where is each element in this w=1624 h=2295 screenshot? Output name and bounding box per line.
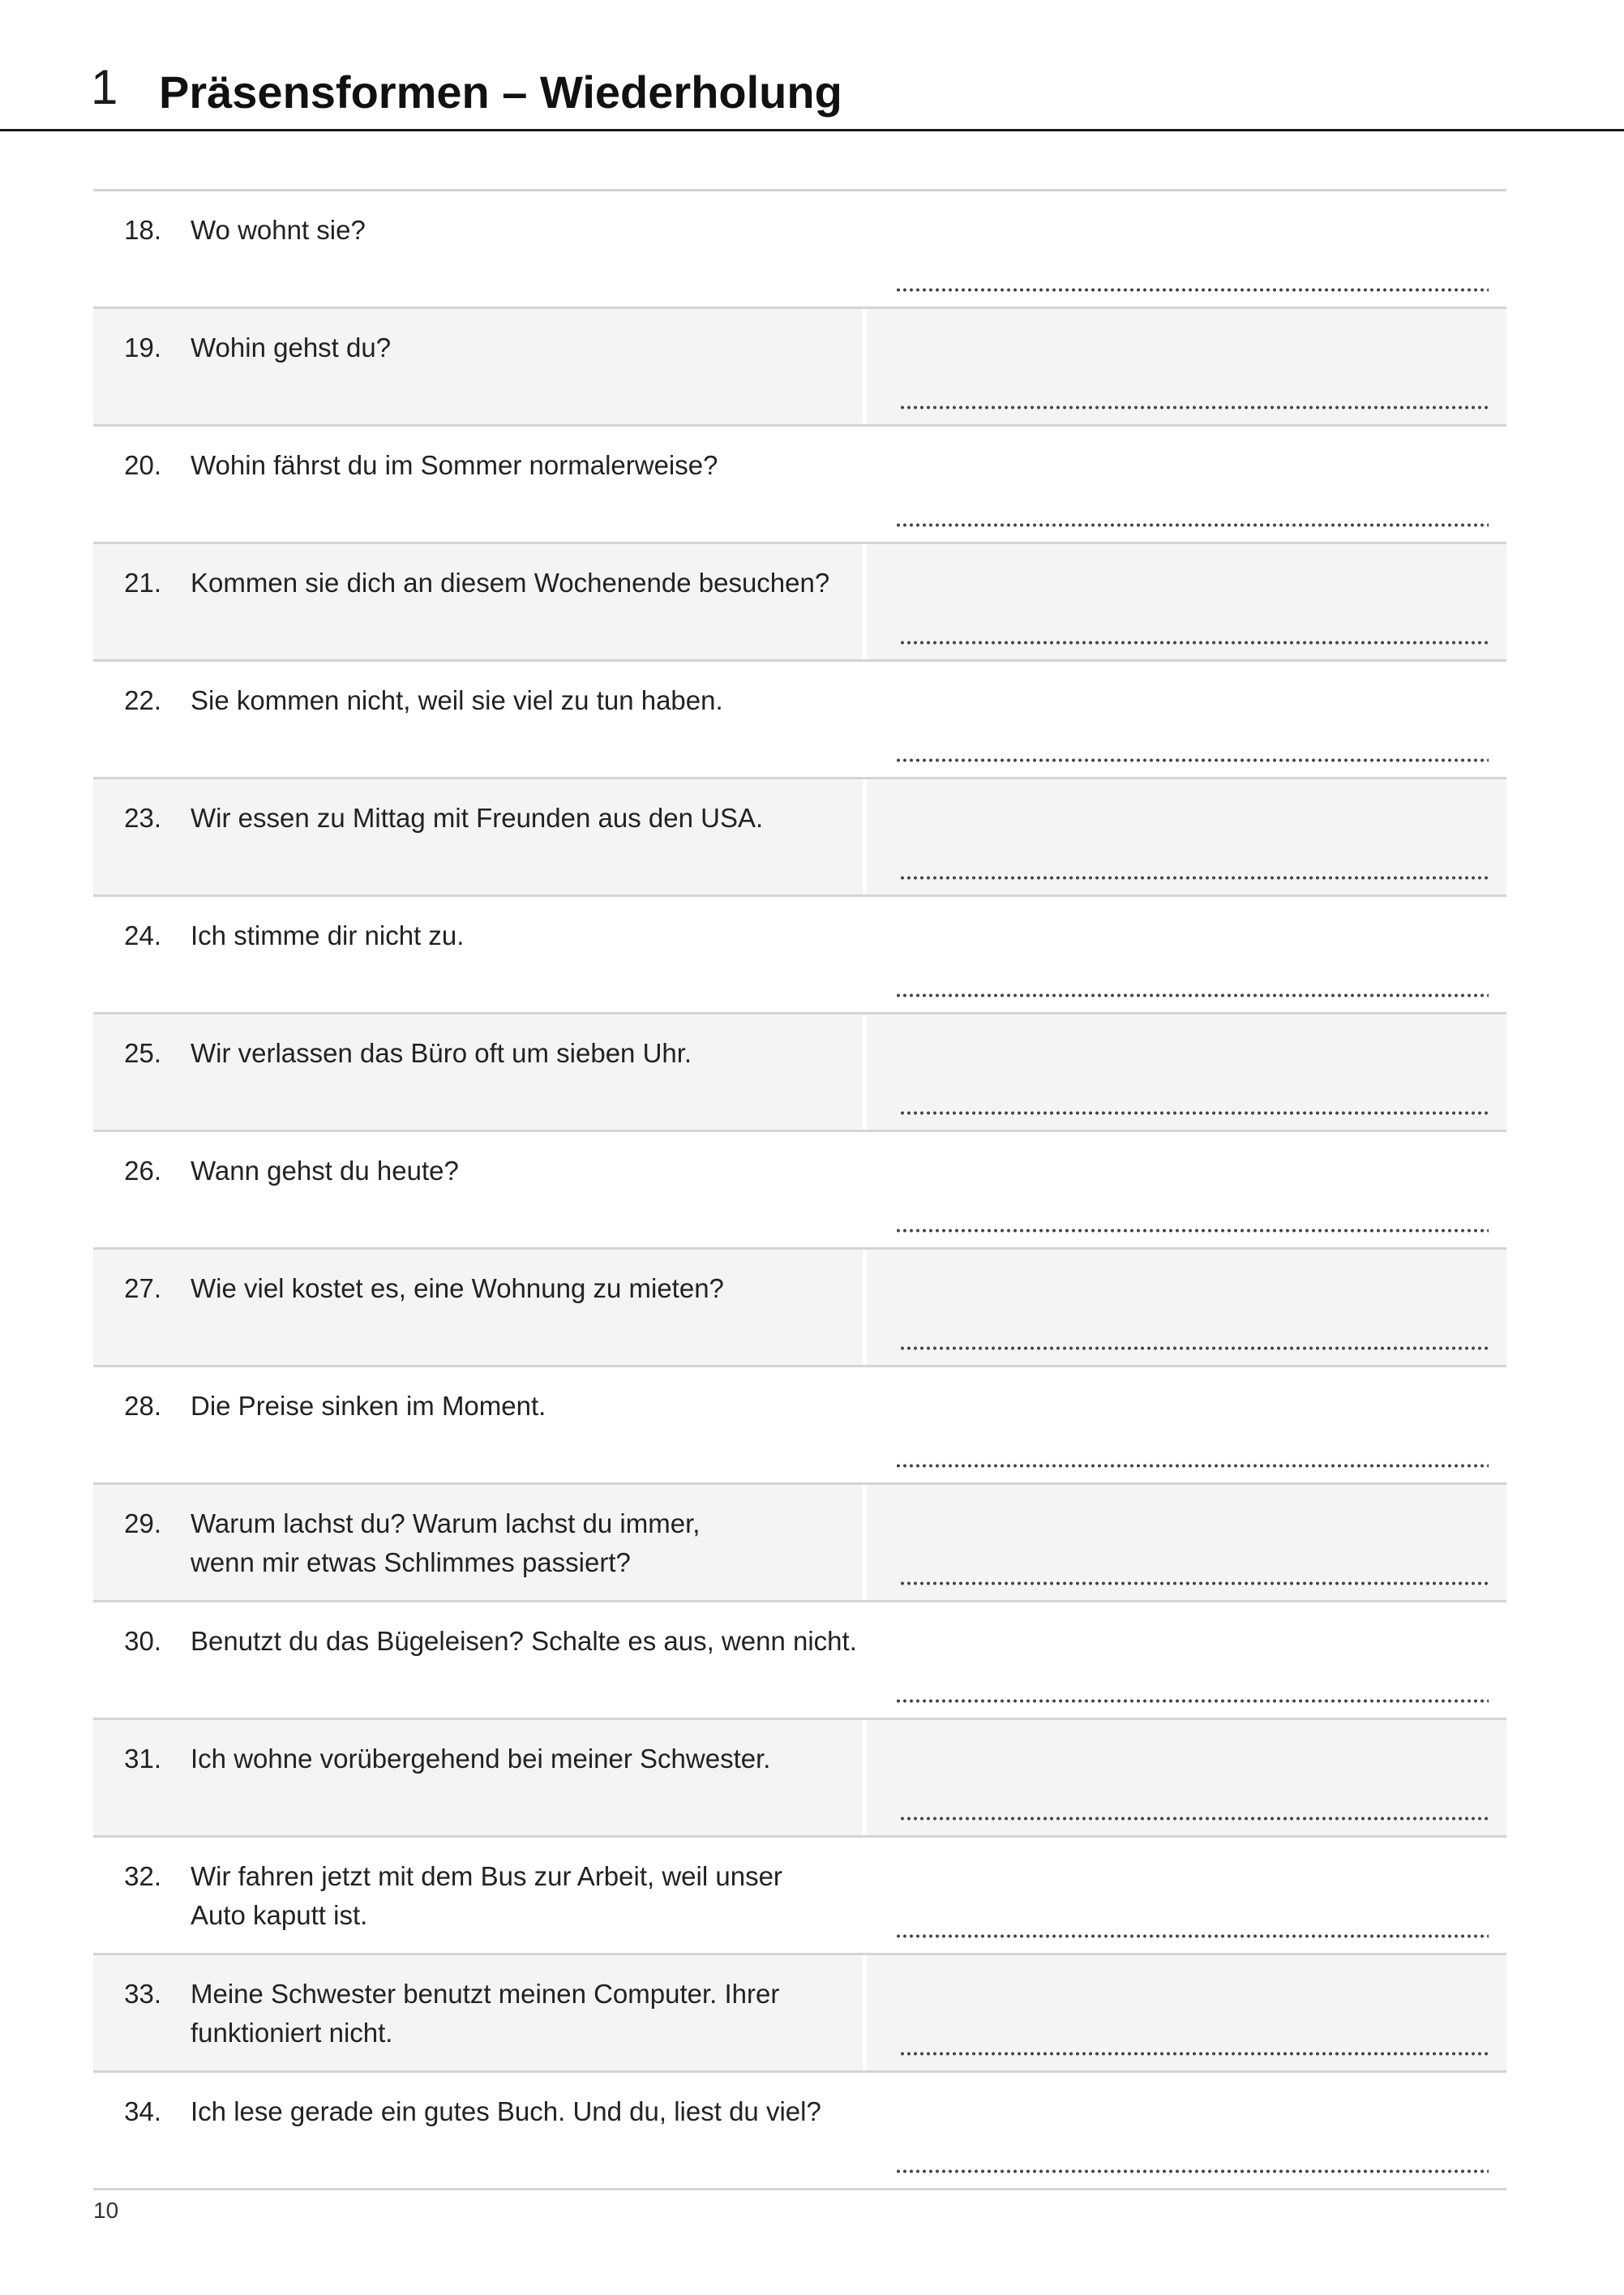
exercise-row <box>93 544 1506 662</box>
exercise-row <box>93 1485 1506 1602</box>
answer-cell[interactable] <box>863 1838 1506 1953</box>
item-sentence: Warum lachst du? Warum lachst du immer, wenn mir etwas Schlimmes passiert? <box>191 1508 701 1577</box>
exercise-row <box>93 1838 1506 1955</box>
item-sentence: Sie kommen nicht, weil sie viel zu tun haben. <box>191 685 723 715</box>
page-title: Präsensformen – Wiederholung <box>159 66 842 118</box>
answer-dotted-line[interactable] <box>895 1464 1489 1468</box>
item-sentence: Ich lese gerade ein gutes Buch. Und du, liest du viel? <box>191 2096 821 2126</box>
exercise-row <box>93 2073 1506 2190</box>
exercise-row <box>93 1955 1506 2073</box>
item-number: 28. <box>124 1391 161 1421</box>
exercise-row <box>93 662 1506 779</box>
exercise-row <box>93 779 1506 897</box>
answer-cell[interactable] <box>863 2073 1506 2188</box>
item-number: 30. <box>124 1626 161 1656</box>
item-number: 18. <box>124 215 161 245</box>
answer-cell[interactable] <box>863 1015 1506 1130</box>
exercise-list <box>93 189 1506 2190</box>
exercise-row <box>93 1367 1506 1485</box>
item-number: 26. <box>124 1156 161 1186</box>
answer-dotted-line[interactable] <box>895 1699 1489 1703</box>
item-sentence: Benutzt du das Bügeleisen? Schalte es aus, wenn nicht. <box>191 1626 857 1656</box>
item-sentence: Die Preise sinken im Moment. <box>191 1391 546 1421</box>
item-sentence: Kommen sie dich an diesem Wochenende besuchen? <box>191 568 830 598</box>
item-sentence: Meine Schwester benutzt meinen Computer. Ihrer funktioniert nicht. <box>191 1979 780 2048</box>
page-header <box>0 0 1624 131</box>
answer-cell[interactable] <box>863 1955 1506 2070</box>
exercise-row <box>93 1250 1506 1367</box>
answer-cell[interactable] <box>863 1720 1506 1835</box>
answer-dotted-line[interactable] <box>895 993 1489 997</box>
answer-dotted-line[interactable] <box>899 641 1489 645</box>
item-number: 20. <box>124 450 161 480</box>
answer-dotted-line[interactable] <box>895 288 1489 292</box>
answer-cell[interactable] <box>863 897 1506 1012</box>
answer-dotted-line[interactable] <box>895 758 1489 762</box>
item-sentence: Wohin gehst du? <box>191 332 392 362</box>
answer-dotted-line[interactable] <box>899 1346 1489 1350</box>
item-number: 22. <box>124 685 161 715</box>
answer-dotted-line[interactable] <box>895 1934 1489 1938</box>
item-sentence: Ich wohne vorübergehend bei meiner Schwester. <box>191 1744 771 1774</box>
item-sentence: Ich stimme dir nicht zu. <box>191 920 465 950</box>
item-sentence: Wir fahren jetzt mit dem Bus zur Arbeit, weil unser Auto kaputt ist. <box>191 1861 782 1930</box>
answer-dotted-line[interactable] <box>899 876 1489 880</box>
answer-cell[interactable] <box>863 1132 1506 1247</box>
answer-cell[interactable] <box>863 544 1506 659</box>
chapter-number: 1 <box>91 60 118 114</box>
answer-cell[interactable] <box>863 427 1506 542</box>
answer-cell[interactable] <box>863 1367 1506 1482</box>
item-sentence: Wohin fährst du im Sommer normalerweise? <box>191 450 718 480</box>
answer-cell[interactable] <box>863 191 1506 307</box>
answer-cell[interactable] <box>863 1485 1506 1600</box>
exercise-row <box>93 191 1506 309</box>
item-sentence: Wann gehst du heute? <box>191 1156 459 1186</box>
exercise-row <box>93 1720 1506 1838</box>
item-number: 27. <box>124 1273 161 1303</box>
answer-cell[interactable] <box>863 662 1506 777</box>
item-sentence: Wo wohnt sie? <box>191 215 366 245</box>
exercise-row <box>93 309 1506 427</box>
item-sentence: Wir essen zu Mittag mit Freunden aus den USA. <box>191 803 764 833</box>
answer-dotted-line[interactable] <box>899 405 1489 410</box>
answer-cell[interactable] <box>863 779 1506 894</box>
answer-cell[interactable] <box>863 309 1506 424</box>
item-number: 31. <box>124 1744 161 1774</box>
answer-dotted-line[interactable] <box>895 1229 1489 1233</box>
item-number: 29. <box>124 1508 161 1538</box>
item-number: 25. <box>124 1038 161 1068</box>
exercise-row <box>93 1602 1506 1720</box>
answer-dotted-line[interactable] <box>895 2169 1489 2173</box>
answer-dotted-line[interactable] <box>895 523 1489 527</box>
answer-dotted-line[interactable] <box>899 2052 1489 2056</box>
exercise-row <box>93 1132 1506 1250</box>
item-sentence: Wie viel kostet es, eine Wohnung zu mieten? <box>191 1273 724 1303</box>
page-number: 10 <box>93 2198 119 2223</box>
answer-dotted-line[interactable] <box>899 1581 1489 1585</box>
item-number: 21. <box>124 568 161 598</box>
answer-dotted-line[interactable] <box>899 1111 1489 1115</box>
answer-dotted-line[interactable] <box>899 1817 1489 1821</box>
exercise-row <box>93 427 1506 544</box>
item-number: 32. <box>124 1861 161 1891</box>
exercise-row <box>93 1015 1506 1132</box>
item-number: 33. <box>124 1979 161 2009</box>
answer-cell[interactable] <box>863 1250 1506 1365</box>
answer-cell[interactable] <box>863 1602 1506 1718</box>
item-sentence: Wir verlassen das Büro oft um sieben Uhr. <box>191 1038 692 1068</box>
exercise-row <box>93 897 1506 1015</box>
item-number: 34. <box>124 2096 161 2126</box>
item-number: 23. <box>124 803 161 833</box>
item-number: 24. <box>124 920 161 950</box>
item-number: 19. <box>124 332 161 362</box>
